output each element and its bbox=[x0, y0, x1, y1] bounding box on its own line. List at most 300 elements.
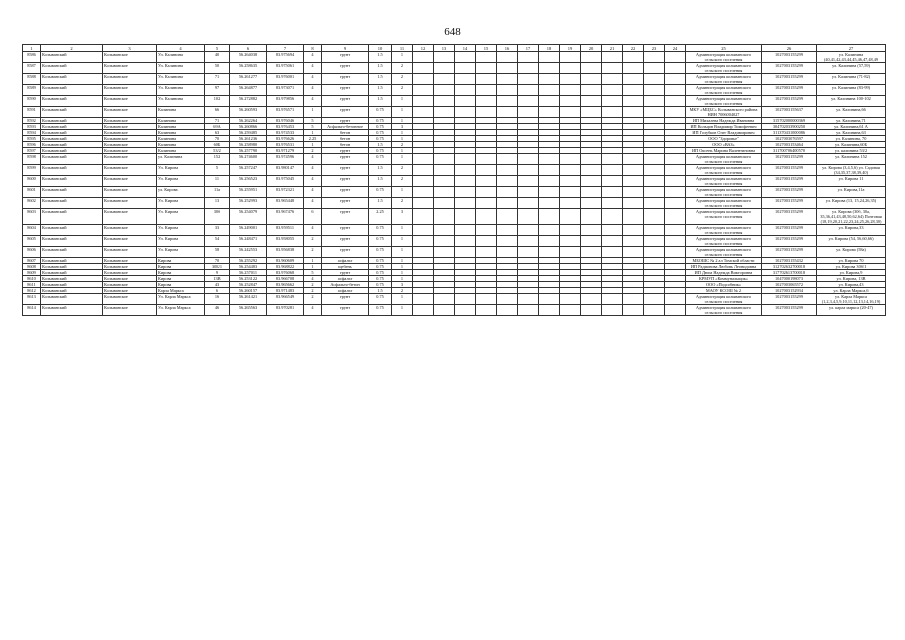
table-cell: 58 bbox=[205, 247, 230, 258]
table-cell: Колыванское bbox=[103, 148, 157, 154]
table-cell: 1.5 bbox=[369, 74, 392, 85]
table-cell bbox=[581, 225, 602, 236]
table-cell bbox=[581, 107, 602, 118]
table-cell bbox=[476, 198, 497, 209]
table-cell: 83.956838 bbox=[267, 247, 304, 258]
table-cell: 56.258980 bbox=[230, 142, 267, 148]
table-cell: 43 bbox=[205, 282, 230, 288]
table-cell bbox=[413, 63, 434, 74]
table-cell bbox=[623, 198, 644, 209]
table-cell bbox=[602, 305, 623, 316]
table-cell bbox=[497, 236, 518, 247]
table-cell bbox=[539, 107, 560, 118]
table-cell: 3 bbox=[392, 124, 413, 130]
table-cell bbox=[434, 247, 455, 258]
table-cell: асфальт bbox=[322, 258, 369, 264]
table-cell: 0.75 bbox=[369, 187, 392, 198]
table-cell: ул. Кирова (13, 15,24,26,35) bbox=[817, 198, 886, 209]
table-cell: 56.252993 bbox=[230, 198, 267, 209]
table-cell: 1 bbox=[392, 294, 413, 305]
table-cell: Администрация колыванского сельского поселения bbox=[686, 74, 762, 85]
table-cell: Колыванский bbox=[41, 270, 103, 276]
table-cell bbox=[434, 74, 455, 85]
table-cell bbox=[644, 236, 665, 247]
table-cell: 83.976001 bbox=[267, 74, 304, 85]
table-cell: Колыванский bbox=[41, 198, 103, 209]
table-cell: Ул. Калинина bbox=[157, 63, 205, 74]
table-cell bbox=[476, 63, 497, 74]
table-cell bbox=[665, 85, 686, 96]
table-cell bbox=[623, 236, 644, 247]
table-cell bbox=[581, 165, 602, 176]
table-cell bbox=[434, 154, 455, 165]
table-cell bbox=[665, 154, 686, 165]
table-cell: 56.260593 bbox=[230, 107, 267, 118]
table-cell bbox=[539, 165, 560, 176]
table-cell bbox=[581, 52, 602, 63]
table-cell: ООО «Подсобник» bbox=[686, 282, 762, 288]
table-cell bbox=[623, 305, 644, 316]
table-cell: 4 bbox=[304, 74, 322, 85]
table-cell: ул. Кирова (54, 56,60,66) bbox=[817, 236, 886, 247]
table-cell: ул. Калинина,63 bbox=[817, 130, 886, 136]
table-cell: 56.259485 bbox=[230, 130, 267, 136]
table-cell bbox=[539, 85, 560, 96]
table-cell: Калинина bbox=[157, 142, 205, 148]
table-cell bbox=[455, 305, 476, 316]
table-cell bbox=[623, 187, 644, 198]
table-cell bbox=[497, 198, 518, 209]
table-cell: 2 bbox=[304, 236, 322, 247]
table-cell bbox=[497, 187, 518, 198]
table-cell: 4 bbox=[304, 96, 322, 107]
table-cell: 4 bbox=[304, 165, 322, 176]
table-cell: Администрация колыванского сельского поселения bbox=[686, 225, 762, 236]
table-cell: Ул. Карла Маркса bbox=[157, 305, 205, 316]
table-cell: 56.264038 bbox=[230, 52, 267, 63]
table-cell bbox=[665, 52, 686, 63]
table-cell: 56.249001 bbox=[230, 225, 267, 236]
table-cell bbox=[455, 225, 476, 236]
table-cell: Ул. Кирова bbox=[157, 165, 205, 176]
table-cell bbox=[623, 85, 644, 96]
table-cell bbox=[665, 165, 686, 176]
table-cell bbox=[539, 305, 560, 316]
table-cell: ООО "Здоровье" bbox=[686, 136, 762, 142]
table-cell: 83.975694 bbox=[267, 52, 304, 63]
table-cell bbox=[476, 165, 497, 176]
table-cell: 8604 bbox=[23, 225, 41, 236]
table-cell: 2 bbox=[392, 165, 413, 176]
table-cell bbox=[455, 96, 476, 107]
table-cell: 56.254483 bbox=[230, 264, 267, 270]
table-cell: Администрация колыванского сельского поселения bbox=[686, 198, 762, 209]
column-header: 26 bbox=[762, 45, 817, 52]
table-cell: 0.75 bbox=[369, 264, 392, 270]
column-header: 3 bbox=[103, 45, 157, 52]
table-cell bbox=[560, 225, 581, 236]
table-cell: Колыванское bbox=[103, 198, 157, 209]
table-cell bbox=[518, 52, 539, 63]
table-cell bbox=[455, 85, 476, 96]
table-cell: Колыванский bbox=[41, 276, 103, 282]
table-cell bbox=[413, 176, 434, 187]
table-cell: 1.5 bbox=[369, 288, 392, 294]
table-cell bbox=[497, 176, 518, 187]
table-cell: 60Б bbox=[205, 142, 230, 148]
table-cell bbox=[602, 165, 623, 176]
table-cell: 1 bbox=[304, 130, 322, 136]
table-cell bbox=[665, 236, 686, 247]
table-cell bbox=[644, 85, 665, 96]
table-cell bbox=[560, 294, 581, 305]
table-cell bbox=[518, 96, 539, 107]
table-cell: 56.253122 bbox=[230, 276, 267, 282]
table-cell bbox=[455, 154, 476, 165]
table-cell: 8601 bbox=[23, 187, 41, 198]
table-cell bbox=[665, 294, 686, 305]
column-header: 1 bbox=[23, 45, 41, 52]
table-cell: Кирова bbox=[157, 270, 205, 276]
table-cell: 56.264877 bbox=[230, 85, 267, 96]
table-cell: 4 bbox=[304, 154, 322, 165]
table-cell: 6 bbox=[205, 288, 230, 294]
table-cell: 1 bbox=[392, 264, 413, 270]
table-cell: 0.75 bbox=[369, 294, 392, 305]
table-cell bbox=[518, 74, 539, 85]
table-cell: 1027003155299 bbox=[762, 176, 817, 187]
table-cell: 5 bbox=[304, 270, 322, 276]
column-header: 13 bbox=[434, 45, 455, 52]
table-cell: 1 bbox=[392, 247, 413, 258]
table-cell: Колыванский bbox=[41, 165, 103, 176]
table-cell: 1 bbox=[392, 96, 413, 107]
table-cell bbox=[476, 236, 497, 247]
table-cell: 1 bbox=[304, 264, 322, 270]
table-cell: 2 bbox=[304, 294, 322, 305]
table-cell: 56.254079 bbox=[230, 209, 267, 225]
table-cell bbox=[581, 154, 602, 165]
table-cell bbox=[434, 52, 455, 63]
table-cell bbox=[581, 96, 602, 107]
table-cell bbox=[455, 236, 476, 247]
table-cell bbox=[581, 176, 602, 187]
table-cell: Ул. Карла Маркса bbox=[157, 294, 205, 305]
table-cell bbox=[602, 52, 623, 63]
table-cell: 1 bbox=[392, 236, 413, 247]
table-cell: Ул. Кирова bbox=[157, 176, 205, 187]
table-cell: 0.75 bbox=[369, 282, 392, 288]
table-cell bbox=[644, 165, 665, 176]
table-cell: грунт bbox=[322, 198, 369, 209]
table-cell: 40 bbox=[205, 52, 230, 63]
table-cell bbox=[644, 187, 665, 198]
table-cell bbox=[581, 85, 602, 96]
table-cell: 83.967476 bbox=[267, 209, 304, 225]
table-cell bbox=[539, 154, 560, 165]
table-cell: 8590 bbox=[23, 96, 41, 107]
table-cell bbox=[665, 187, 686, 198]
table-cell: ул. Кирова,11а bbox=[817, 187, 886, 198]
table-cell: 8602 bbox=[23, 198, 41, 209]
table-cell: 1.5 bbox=[369, 142, 392, 148]
table-cell bbox=[497, 63, 518, 74]
column-header: 24 bbox=[665, 45, 686, 52]
table-cell: Колыванский bbox=[41, 225, 103, 236]
table-cell: Колыванское bbox=[103, 305, 157, 316]
table-cell: 83.976626 bbox=[267, 136, 304, 142]
table-cell bbox=[518, 294, 539, 305]
table-cell: 315702000000369 bbox=[762, 118, 817, 124]
table-cell: МБОШС № 2 ал Томской области bbox=[686, 258, 762, 264]
table-cell bbox=[434, 107, 455, 118]
table-cell bbox=[560, 52, 581, 63]
table-cell: 4 bbox=[304, 63, 322, 74]
table-cell: Калинина bbox=[157, 130, 205, 136]
table-cell: 83.965662 bbox=[267, 282, 304, 288]
table-cell: 8598 bbox=[23, 154, 41, 165]
table-row bbox=[23, 165, 886, 176]
table-cell bbox=[413, 154, 434, 165]
table-cell: Колыванский bbox=[41, 85, 103, 96]
table-cell: 5 bbox=[205, 165, 230, 176]
table-cell: 71 bbox=[205, 118, 230, 124]
table-cell bbox=[644, 247, 665, 258]
table-cell bbox=[497, 96, 518, 107]
table-cell bbox=[476, 305, 497, 316]
table-cell: Колыванское bbox=[103, 236, 157, 247]
table-cell: Колыванское bbox=[103, 247, 157, 258]
table-cell: Колыванское bbox=[103, 209, 157, 225]
table-cell: 8606 bbox=[23, 247, 41, 258]
table-cell bbox=[623, 63, 644, 74]
table-cell: Кирова bbox=[157, 276, 205, 282]
table-cell bbox=[413, 165, 434, 176]
table-cell: Колыванский bbox=[41, 148, 103, 154]
table-cell: Колыванский bbox=[41, 294, 103, 305]
table-cell bbox=[455, 74, 476, 85]
table-cell bbox=[476, 154, 497, 165]
table-cell bbox=[518, 63, 539, 74]
table-cell: 317702613700018 bbox=[762, 270, 817, 276]
table-cell: Колыванское bbox=[103, 136, 157, 142]
table-cell bbox=[644, 305, 665, 316]
table-cell bbox=[455, 198, 476, 209]
table-cell: Ул. Кирова bbox=[157, 236, 205, 247]
table-cell bbox=[434, 294, 455, 305]
table-cell: 1027003152934 bbox=[762, 288, 817, 294]
table-cell: 1.5 bbox=[369, 52, 392, 63]
table-cell: Колыванское bbox=[103, 258, 157, 264]
table-cell bbox=[623, 294, 644, 305]
table-cell: 1027003155299 bbox=[762, 209, 817, 225]
table-cell: 2 bbox=[304, 288, 322, 294]
table-cell bbox=[434, 209, 455, 225]
table-cell: 8608 bbox=[23, 264, 41, 270]
table-cell: 0.75 bbox=[369, 247, 392, 258]
table-cell bbox=[665, 247, 686, 258]
table-cell: 0.75 bbox=[369, 258, 392, 264]
table-cell bbox=[644, 209, 665, 225]
table-cell bbox=[623, 52, 644, 63]
table-cell: Колыванское bbox=[103, 187, 157, 198]
table-cell bbox=[665, 198, 686, 209]
table-cell: Администрация колыванского сельского поселения bbox=[686, 236, 762, 247]
table-cell: Ул. Калинина bbox=[157, 96, 205, 107]
table-cell: 4 bbox=[304, 85, 322, 96]
table-cell: Колыванский bbox=[41, 74, 103, 85]
table-cell: 83.976068 bbox=[267, 270, 304, 276]
table-cell: асфальт bbox=[322, 276, 369, 282]
table-cell: 8597 bbox=[23, 148, 41, 154]
table-cell: 4 bbox=[304, 52, 322, 63]
table-cell: ул. Калинина,61 А bbox=[817, 124, 886, 130]
table-body bbox=[23, 52, 886, 316]
table-cell: 4 bbox=[304, 276, 322, 282]
table-cell bbox=[539, 225, 560, 236]
table-cell: 1027003155299 bbox=[762, 85, 817, 96]
table-cell: ул. Кирова bbox=[157, 187, 205, 198]
table-cell: грунт bbox=[322, 247, 369, 258]
column-header: 8 bbox=[304, 45, 322, 52]
table-cell: 83.966549 bbox=[267, 294, 304, 305]
table-cell: 11а bbox=[205, 187, 230, 198]
table-cell: 8591 bbox=[23, 107, 41, 118]
table-cell: ул. Калинина (40,41,42,43,44,45,46,47,48,49 bbox=[817, 52, 886, 63]
table-cell: Колыванский bbox=[41, 258, 103, 264]
table-cell bbox=[665, 305, 686, 316]
table-cell: Асфальто-бетон bbox=[322, 282, 369, 288]
table-cell: Администрация колыванского сельского поселения bbox=[686, 63, 762, 74]
table-cell: Колыванский bbox=[41, 305, 103, 316]
table-cell: ул. Кирова (58а) bbox=[817, 247, 886, 258]
table-cell: 8612 bbox=[23, 288, 41, 294]
table-cell bbox=[665, 107, 686, 118]
table-cell: Ул. Калинина bbox=[157, 85, 205, 96]
table-cell: ул. Калинина 152 bbox=[817, 154, 886, 165]
table-cell bbox=[434, 305, 455, 316]
table-row bbox=[23, 63, 886, 74]
table-cell: 2 bbox=[392, 85, 413, 96]
table-cell: Колыванское bbox=[103, 294, 157, 305]
table-cell: 1 bbox=[392, 130, 413, 136]
table-cell bbox=[602, 63, 623, 74]
column-header-row bbox=[23, 45, 886, 52]
table-cell: 56.252847 bbox=[230, 282, 267, 288]
table-cell: 56.257247 bbox=[230, 165, 267, 176]
table-cell bbox=[581, 63, 602, 74]
table-cell bbox=[581, 236, 602, 247]
table-cell: ул. Карла Маркса (1,2,3,4,5,9,10,11,12,13,14,16,19) bbox=[817, 294, 886, 305]
table-cell: Колыванское bbox=[103, 282, 157, 288]
table-cell: ул. Кирова,43 bbox=[817, 282, 886, 288]
table-cell bbox=[560, 154, 581, 165]
table-cell: Колыванский bbox=[41, 142, 103, 148]
table-cell bbox=[539, 247, 560, 258]
table-cell: 83.968822 bbox=[267, 264, 304, 270]
column-header: 27 bbox=[817, 45, 886, 52]
table-cell: 56.260157 bbox=[230, 288, 267, 294]
table-cell: 4 bbox=[304, 198, 322, 209]
table-cell: 56.272882 bbox=[230, 96, 267, 107]
table-cell: Колыванское bbox=[103, 118, 157, 124]
table-cell: 1.5 bbox=[369, 85, 392, 96]
table-cell bbox=[623, 209, 644, 225]
table-cell bbox=[644, 154, 665, 165]
table-cell: 4 bbox=[304, 187, 322, 198]
table-cell: ул. Калинина (57,59) bbox=[817, 63, 886, 74]
table-cell: 13 bbox=[205, 198, 230, 209]
table-cell bbox=[560, 247, 581, 258]
column-header: 18 bbox=[539, 45, 560, 52]
table-cell: 83.970281 bbox=[267, 305, 304, 316]
table-row bbox=[23, 209, 886, 225]
table-cell bbox=[413, 74, 434, 85]
table-cell: КРМУП «Коммунальщик» bbox=[686, 276, 762, 282]
table-row bbox=[23, 154, 886, 165]
table-cell: 0.75 bbox=[369, 148, 392, 154]
table-cell bbox=[413, 85, 434, 96]
table-cell: 8605 bbox=[23, 236, 41, 247]
table-cell: Калинина bbox=[157, 148, 205, 154]
column-header: 21 bbox=[602, 45, 623, 52]
table-cell: 16 bbox=[205, 294, 230, 305]
table-cell bbox=[497, 247, 518, 258]
table-cell: 1 bbox=[392, 270, 413, 276]
table-cell: МКУ «МЦБС» Колыванского района НИН 7006004027 bbox=[686, 107, 762, 118]
table-cell: 1047000198073 bbox=[762, 276, 817, 282]
table-cell: грунт bbox=[322, 225, 369, 236]
table-cell: 2 bbox=[392, 63, 413, 74]
table-cell: 8607 bbox=[23, 258, 41, 264]
table-cell: Колыванский bbox=[41, 130, 103, 136]
table-cell bbox=[602, 247, 623, 258]
table-cell bbox=[581, 294, 602, 305]
table-cell bbox=[665, 96, 686, 107]
table-cell: 1027003155299 bbox=[762, 305, 817, 316]
table-cell: 1027003155299 bbox=[762, 187, 817, 198]
table-cell bbox=[602, 107, 623, 118]
table-cell: Колыванский bbox=[41, 154, 103, 165]
table-cell: ИП Радионова Любовь Леонидовна bbox=[686, 264, 762, 270]
column-header: 4 bbox=[157, 45, 205, 52]
table-cell: 66 bbox=[205, 107, 230, 118]
table-cell: 56.265563 bbox=[230, 305, 267, 316]
table-cell: 83.974596 bbox=[267, 154, 304, 165]
table-cell: ИП Оксень Марина Валентиновна bbox=[686, 148, 762, 154]
table-cell: 1027003155299 bbox=[762, 52, 817, 63]
table-cell: 8593 bbox=[23, 124, 41, 130]
table-cell bbox=[413, 198, 434, 209]
table-cell: 50 bbox=[205, 63, 230, 74]
table-cell: 56.256523 bbox=[230, 176, 267, 187]
table-cell: 83.979856 bbox=[267, 96, 304, 107]
table-cell bbox=[476, 107, 497, 118]
table-cell: 1027003076597 bbox=[762, 136, 817, 142]
table-cell: Колыванское bbox=[103, 130, 157, 136]
table-cell: Колыванское bbox=[103, 154, 157, 165]
table-cell: 83.974533 bbox=[267, 130, 304, 136]
table-cell bbox=[413, 187, 434, 198]
table-cell: Администрация колыванского сельского поселения bbox=[686, 209, 762, 225]
table-cell bbox=[560, 198, 581, 209]
table-cell: Ул. Кирова bbox=[157, 198, 205, 209]
table-cell: 102 bbox=[205, 96, 230, 107]
table-cell: 11 bbox=[205, 176, 230, 187]
table-row bbox=[23, 225, 886, 236]
table-cell: 311700706400570 bbox=[762, 148, 817, 154]
table-cell bbox=[413, 247, 434, 258]
